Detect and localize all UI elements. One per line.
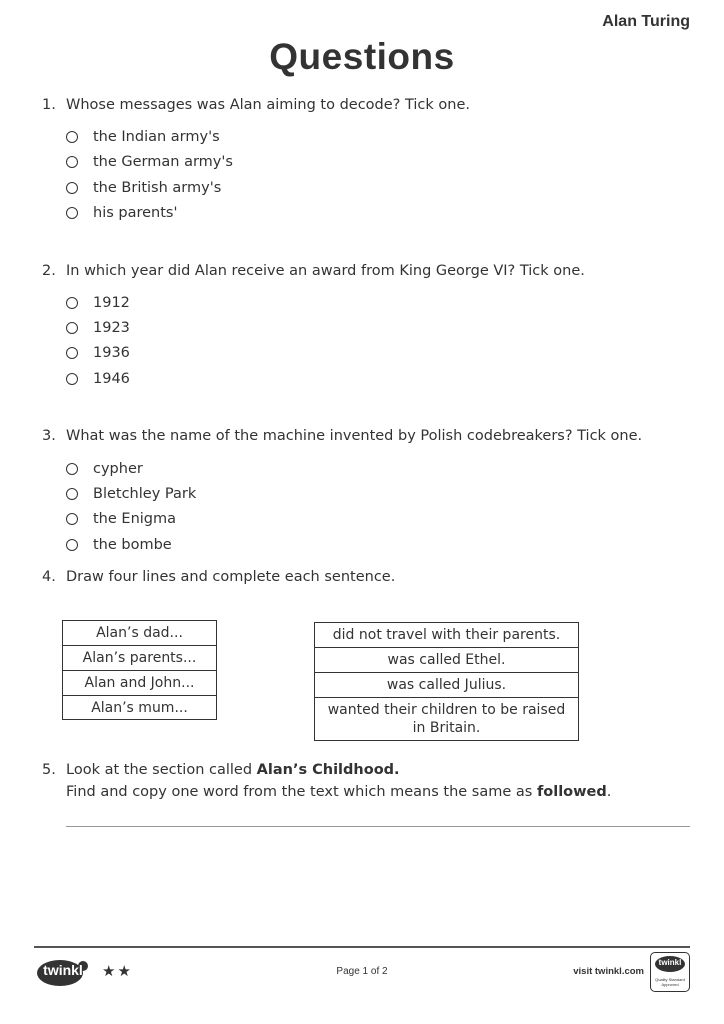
page-number: Page 1 of 2 xyxy=(336,966,388,977)
option-label: the Indian army's xyxy=(93,129,220,145)
option-label: the Enigma xyxy=(93,511,176,527)
question-text: Draw four lines and complete each sentence. xyxy=(66,569,396,585)
question-number: 2. xyxy=(42,263,56,279)
sentence-start-box[interactable]: Alan’s mum... xyxy=(62,695,217,720)
option-label: 1923 xyxy=(93,320,130,336)
option-label: Bletchley Park xyxy=(93,486,197,502)
option-item[interactable] xyxy=(66,127,220,147)
option-item[interactable] xyxy=(66,293,130,313)
option-label: 1912 xyxy=(93,295,130,311)
badge-caption: Quality Standard Approved xyxy=(655,977,685,987)
option-label: the bombe xyxy=(93,537,172,553)
option-label: 1946 xyxy=(93,371,130,387)
sentence-end-box[interactable]: wanted their children to be raised in Britain. xyxy=(314,697,579,741)
option-item[interactable] xyxy=(66,152,233,172)
radio-circle-icon[interactable] xyxy=(66,131,78,143)
option-label: cypher xyxy=(93,461,143,477)
radio-circle-icon[interactable] xyxy=(66,463,78,475)
radio-circle-icon[interactable] xyxy=(66,347,78,359)
question-text: Look at the section called xyxy=(66,762,257,778)
question-number: 5. xyxy=(42,762,56,778)
option-label: the British army's xyxy=(93,180,222,196)
question-number: 4. xyxy=(42,569,56,585)
difficulty-stars: ★★ xyxy=(102,962,133,980)
radio-circle-icon[interactable] xyxy=(66,182,78,194)
option-label: the German army's xyxy=(93,154,233,170)
option-item[interactable] xyxy=(66,535,172,555)
footer-divider xyxy=(34,946,690,948)
sentence-start-box[interactable]: Alan’s dad... xyxy=(62,620,217,646)
question-text: Find and copy one word from the text which means the same as xyxy=(66,784,537,800)
option-item[interactable] xyxy=(66,318,130,338)
question-text: What was the name of the machine invented by Polish codebreakers? Tick one. xyxy=(66,428,643,444)
question-text: Whose messages was Alan aiming to decode? Tick one. xyxy=(66,97,470,113)
radio-circle-icon[interactable] xyxy=(66,373,78,385)
answer-line[interactable] xyxy=(66,826,690,827)
page-title: Questions xyxy=(269,36,455,77)
sentence-end-box[interactable]: was called Julius. xyxy=(314,672,579,698)
sentence-end-box[interactable]: was called Ethel. xyxy=(314,647,579,673)
section-name: Alan’s Childhood. xyxy=(256,762,400,778)
question-text-line-2 xyxy=(66,784,611,800)
question-number: 3. xyxy=(42,428,56,444)
option-item[interactable] xyxy=(66,203,177,223)
radio-circle-icon[interactable] xyxy=(66,297,78,309)
worksheet-topic: Alan Turing xyxy=(602,13,690,30)
radio-circle-icon[interactable] xyxy=(66,322,78,334)
logo-text: twinkl xyxy=(43,962,83,978)
option-label: his parents' xyxy=(93,205,178,221)
sentence-start-box[interactable]: Alan and John... xyxy=(62,670,217,696)
option-item[interactable] xyxy=(66,343,130,363)
option-item[interactable] xyxy=(66,178,221,198)
option-label: 1936 xyxy=(93,345,130,361)
sentence-end-box[interactable]: did not travel with their parents. xyxy=(314,622,579,648)
option-item[interactable] xyxy=(66,509,176,529)
target-word: followed xyxy=(536,784,607,800)
radio-circle-icon[interactable] xyxy=(66,539,78,551)
option-item[interactable] xyxy=(66,484,196,504)
radio-circle-icon[interactable] xyxy=(66,488,78,500)
question-text: In which year did Alan receive an award from King George VI? Tick one. xyxy=(66,263,585,279)
punctuation: . xyxy=(606,784,612,800)
website-link[interactable]: visit twinkl.com xyxy=(573,966,644,977)
option-item[interactable] xyxy=(66,459,143,479)
question-text-line-1 xyxy=(66,762,400,778)
question-number: 1. xyxy=(42,97,56,113)
sentence-start-box[interactable]: Alan’s parents... xyxy=(62,645,217,671)
badge-logo-text: twinkl xyxy=(658,958,682,967)
radio-circle-icon[interactable] xyxy=(66,156,78,168)
radio-circle-icon[interactable] xyxy=(66,513,78,525)
radio-circle-icon[interactable] xyxy=(66,207,78,219)
option-item[interactable] xyxy=(66,369,130,389)
